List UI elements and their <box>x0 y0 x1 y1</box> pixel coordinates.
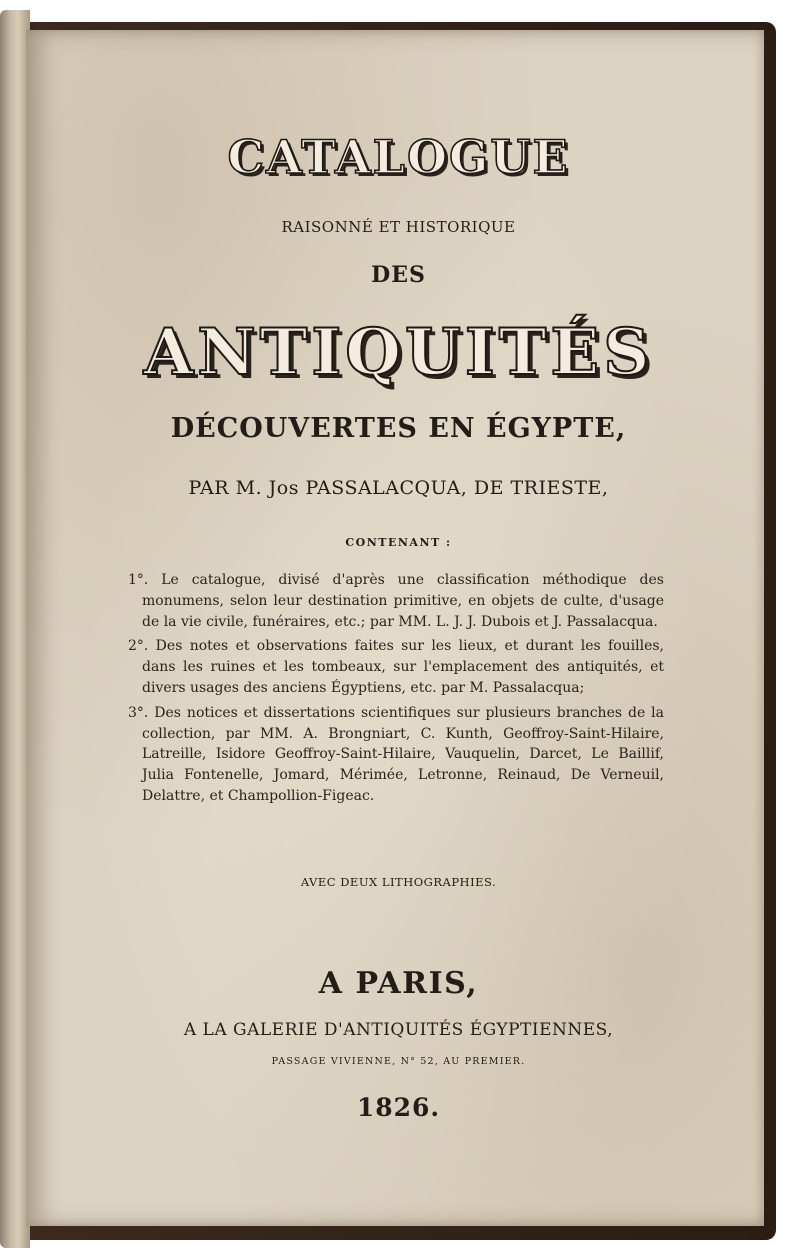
title-decouvertes: DÉCOUVERTES EN ÉGYPTE, <box>170 413 627 444</box>
title-antiquites: ANTIQUITÉS <box>143 315 654 390</box>
contents-item: 2°. Des notes et observations faites sur les lieux, et durant les fouilles, dans les ruines et les tombeaux, sur l'emplacement des antiquités, et divers usages des anciens Égyptiens, etc. par M. Passalacqua; <box>128 638 664 696</box>
contents-item: 1°. Le catalogue, divisé d'après une classification méthodique des monumens, selon leur destination primitive, en objets de culte, d'usage de la vie civile, funéraires, etc.; par MM. L. J. J. Dubois et J. Passalacqua. <box>128 572 664 630</box>
contents-item: 3°. Des notices et dissertations scientifiques sur plusieurs branches de la collection, par MM. A. Brongniart, C. Kunth, Geoffroy-Saint-Hilaire, Latreille, Isidore Geoffroy-Saint-Hilaire, Vauquelin, Darcet, Le Baillif, Julia Fontenelle, Jomard, Mérimée, Letronne, Reinaud, De Verneuil, Delattre, et Champollion-Figeac. <box>128 704 664 804</box>
subtitle-raisonne: RAISONNÉ ET HISTORIQUE <box>281 218 516 236</box>
title-catalogue: CATALOGUE <box>227 130 570 184</box>
imprint-year: 1826. <box>356 1093 441 1122</box>
contents-list <box>128 570 664 811</box>
author-line: PAR M. Jos PASSALACQUA, DE TRIESTE, <box>188 477 609 499</box>
illustrations-note: AVEC DEUX LITHOGRAPHIES. <box>300 875 497 889</box>
contents-heading: CONTENANT : <box>345 536 452 549</box>
imprint-address: PASSAGE VIVIENNE, N° 52, AU PREMIER. <box>271 1056 526 1067</box>
imprint-publisher: A LA GALERIE D'ANTIQUITÉS ÉGYPTIENNES, <box>183 1020 614 1040</box>
title-des: DES <box>371 262 426 288</box>
imprint-city: A PARIS, <box>318 966 479 1001</box>
